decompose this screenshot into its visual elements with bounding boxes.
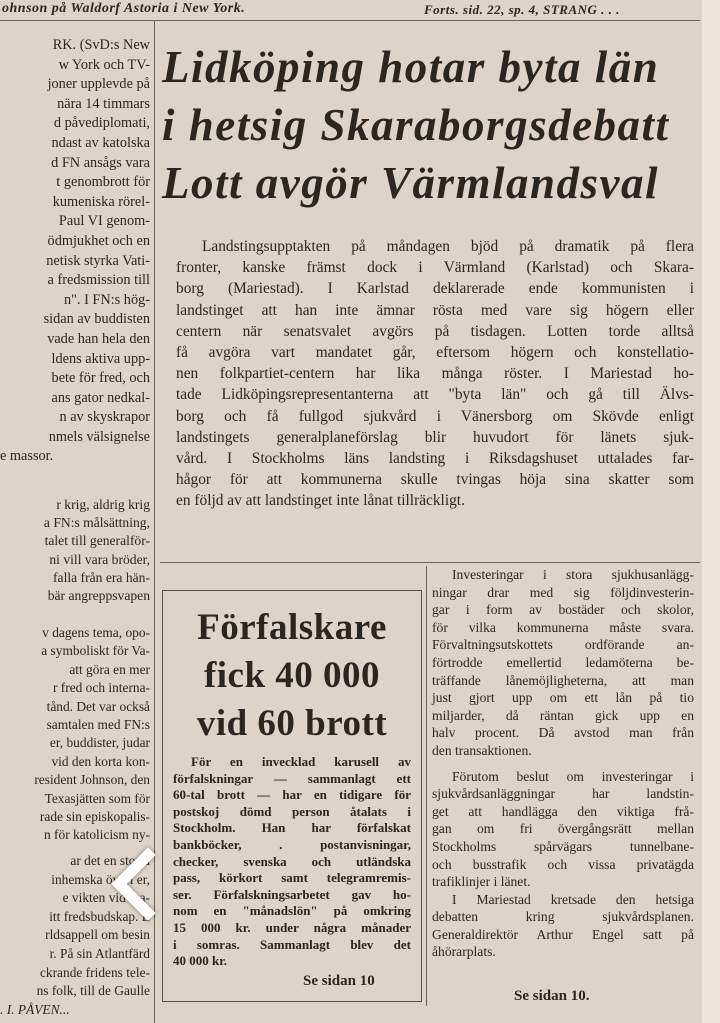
running-header-left: ohnson på Waldorf Astoria i New York. xyxy=(2,1,246,16)
left-line: e vikten vid ina- xyxy=(62,890,150,906)
right-line: get att handlägga den viktiga frå- xyxy=(432,803,694,819)
left-line: t genombrott för xyxy=(56,174,150,191)
left-line: bete för fred, och xyxy=(51,370,150,387)
left-line-jump: . I. PÅVEN... xyxy=(0,1001,70,1017)
box-page-reference: Se sidan 10 xyxy=(303,973,375,989)
left-line: RK. (SvD:s New xyxy=(52,37,150,53)
boxed-article xyxy=(162,590,422,1002)
right-line: trafiklinjer i länet. xyxy=(432,874,531,890)
left-line: rldsappell om besin xyxy=(45,927,150,943)
left-line: sidan av buddisten xyxy=(43,311,150,328)
left-line: r. På sin Atlantfärd xyxy=(49,945,150,961)
box-line: checker, svenska och utländska xyxy=(173,853,411,869)
left-line: nmels välsignelse xyxy=(48,428,150,445)
left-line: rade sin episkopalis- xyxy=(39,809,150,825)
lead-line: Landstingsupptakten på måndagen bjöd på dramatik på flera xyxy=(202,238,694,255)
right-line: gan om fri övergångsrätt mellan xyxy=(432,821,694,837)
right-line: Investeringar i stora sjukhusanlägg- xyxy=(452,567,694,582)
box-line: För en invecklad karusell av xyxy=(191,754,411,769)
left-line: r krig, aldrig krig xyxy=(56,497,150,512)
left-line: kumeniska rörel- xyxy=(52,193,150,210)
lead-line: centern när senatsvalet avgörs på tisdagen. Lotten torde alltså xyxy=(176,322,694,340)
left-column-article xyxy=(0,36,150,467)
left-column-article-2 xyxy=(0,496,150,605)
right-line: åhörarplats. xyxy=(432,944,496,960)
right-page-reference: Se sidan 10. xyxy=(514,988,590,1004)
left-line: n av skyskrapor xyxy=(59,409,150,426)
lead-line: en följd av att landstinget inte lånat tillräckligt. xyxy=(176,492,465,510)
box-body xyxy=(173,754,411,970)
left-line: att göra en mer xyxy=(69,661,150,677)
left-line: d påvediplomati, xyxy=(53,115,150,132)
lead-line: få avgöra vart mandatet går, eftersom högern och konstellatio- xyxy=(176,344,694,362)
left-line: joner upplevde på xyxy=(47,76,150,93)
right-line: I Mariestad kretsade den hetsiga xyxy=(452,891,694,907)
left-line: vade han hela den xyxy=(47,330,150,347)
right-line: den transaktionen. xyxy=(432,742,532,758)
box-line: ser. Förfalskningsarbetet gav ho- xyxy=(173,886,411,902)
section-divider xyxy=(160,562,700,563)
lead-line: vård. I Stockholms läns landsting i Riksdagshuset uttalades far- xyxy=(176,450,694,468)
right-line: Förutom beslut om investeringar i xyxy=(452,768,694,784)
left-line: ödmjukhet och en xyxy=(47,232,150,249)
box-line: Stockholm. Han har förfalskat xyxy=(173,820,411,836)
lead-line: nen folkpartiet-centern har lika många röster. I Mariestad ho- xyxy=(176,365,694,383)
right-line: för vilka kommunerna måste svara. xyxy=(432,619,694,635)
right-line: Stockholms spårvägars tunnelbane- xyxy=(432,838,694,854)
right-line: halv procent. Då avstod man från xyxy=(432,725,694,741)
left-line: bär angreppsvapen xyxy=(47,588,150,604)
left-line: a symboliskt för Va- xyxy=(41,643,150,659)
left-line: v dagens tema, opo- xyxy=(42,625,150,640)
headline-line: Lott avgör Värmlandsval xyxy=(162,158,660,208)
running-header-right: Forts. sid. 22, sp. 4, STRANG . . . xyxy=(424,2,620,17)
left-line: ns folk, till de Gaulle xyxy=(36,983,150,999)
left-line: ckrande fridens tele- xyxy=(39,964,150,980)
left-line: n". I FN:s hög- xyxy=(63,291,150,308)
left-line: netisk styrka Vati- xyxy=(46,252,150,269)
right-column-article xyxy=(432,566,694,961)
left-line: a fredsmission till xyxy=(47,272,150,289)
left-line: itt fredsbudskap. E xyxy=(49,908,150,924)
box-headline-line: fick 40 000 xyxy=(203,655,381,696)
box-line: i somras. Sammanlagt blev det xyxy=(173,936,411,952)
headline-line: i hetsig Skaraborgsdebatt xyxy=(162,100,670,150)
left-line: nära 14 timmars xyxy=(57,95,150,112)
lead-line: landstingets generalplaneförslag blir huvudort för länets sjuk- xyxy=(176,428,694,446)
left-line: Texasjätten som för xyxy=(44,790,150,806)
left-line: r fred och interna- xyxy=(52,680,150,696)
box-line: bankböcker, . postanvisningar, xyxy=(173,836,411,852)
left-line: d FN ansågs vara xyxy=(51,154,150,171)
box-line: 15 000 kr. under några månader xyxy=(173,919,411,935)
right-line: Generaldirektör Arthur Engel satt på xyxy=(432,926,694,942)
headline-line: Lidköping hotar byta län xyxy=(162,42,660,92)
lead-line: borg och få fullgod sjukvård i Vänersborg om Skövde enligt xyxy=(176,407,694,425)
left-line: samtalen med FN:s xyxy=(46,717,150,733)
right-line: debatten kring sjukvårdsplanen. xyxy=(432,909,694,925)
header-tick xyxy=(420,20,421,21)
left-line: vid den korta kon- xyxy=(51,753,150,769)
right-line: och busstrafik och vissa privatägda xyxy=(432,856,694,872)
right-line: miljarder, då räntan gick upp en xyxy=(432,707,694,723)
right-line: förtrodde emellertid ledamöterna be- xyxy=(432,654,694,670)
lead-line: landstinget att han inte ämnar rösta med vare sig högern eller xyxy=(176,301,694,319)
right-line: Förvaltningsutskottets ordförande an- xyxy=(432,637,694,653)
left-line: tånd. Det var också xyxy=(46,698,150,714)
box-line: 40 000 kr. xyxy=(173,953,228,969)
left-line: inhemska överl er, xyxy=(51,871,150,887)
left-line: n för katolicism ny- xyxy=(44,827,150,843)
box-headline-line: Förfalskare xyxy=(197,607,387,648)
column-rule-right xyxy=(426,566,427,1006)
box-line: nom en "månadslön" på omkring xyxy=(173,903,411,919)
box-line: 60-tal brott — har en tidigare för xyxy=(173,787,411,803)
box-line: pass, körkort samt telegramremis- xyxy=(173,870,411,886)
left-line: ar det en stor d xyxy=(70,853,150,868)
left-line: ndast av katolska xyxy=(51,134,150,151)
lead-line: hågor för att kommunerna skulle tvingas höja sina skatter som xyxy=(176,471,694,489)
right-line: just gjort upp om ett lån på tio xyxy=(432,690,694,706)
page-edge xyxy=(702,0,720,1023)
lead-paragraph xyxy=(176,236,694,512)
left-line: ans gator nedkal- xyxy=(51,389,150,406)
main-headline xyxy=(162,38,702,212)
box-headline-line: vid 60 brott xyxy=(196,703,388,744)
box-line: postskoj dömd person åtalats i xyxy=(173,803,411,819)
right-line: sjukvårdsanläggningar har landstin- xyxy=(432,786,694,802)
left-line: w York och TV- xyxy=(58,56,150,73)
left-line: er, buddister, judar xyxy=(49,735,150,751)
left-column-article-3 xyxy=(0,624,150,845)
left-line: a FN:s målsättning, xyxy=(43,515,150,531)
box-line: förfalskningar — sammanlagt ett xyxy=(173,770,411,786)
right-line: gar i form av bostäder och skolor, xyxy=(432,602,694,618)
left-line: talet till generalför- xyxy=(44,533,150,549)
right-line: träffande lånemöjligheterna, att man xyxy=(432,672,694,688)
left-line: ldens aktiva upp- xyxy=(51,350,150,367)
running-header xyxy=(0,0,700,21)
left-line: ni vill vara bröder, xyxy=(49,551,150,567)
right-line: ningar drar med sig följdinvesterin- xyxy=(432,584,694,600)
lead-line: tade Lidköpingsrepresentanterna att "byta län" och gå till Älvs- xyxy=(176,386,694,404)
left-line: resident Johnson, den xyxy=(34,772,150,788)
lead-line: borg (Mariestad). I Karlstad deklarerade ende kommunisten i xyxy=(176,280,694,298)
left-line: Paul VI genom- xyxy=(58,213,150,230)
left-line: e massor. xyxy=(0,448,54,465)
lead-line: fronter, kanske främst dock i Värmland (Karlstad) och Skara- xyxy=(176,259,694,277)
left-line: falla från era hän- xyxy=(53,569,150,585)
